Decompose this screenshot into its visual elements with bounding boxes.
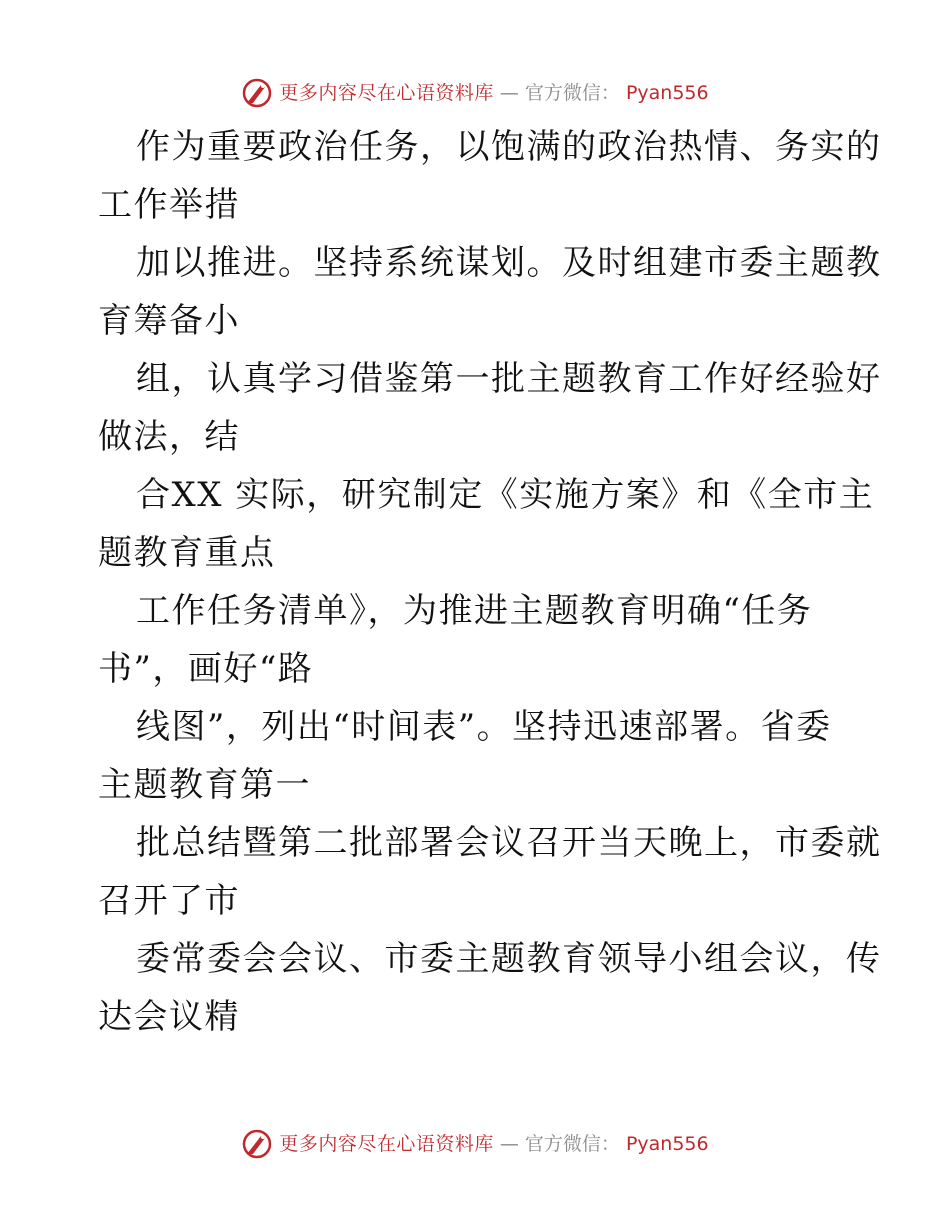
watermark-wechat-label: 官方微信： [524, 82, 620, 104]
watermark-site-text: 更多内容尽在心语资料库 [279, 82, 494, 104]
text-line: 做法，结 [98, 417, 240, 457]
text-line: 组，认真学习借鉴第一批主题教育工作好经验好 [136, 359, 882, 399]
text-line: 达会议精 [98, 997, 240, 1037]
text-line: 育筹备小 [98, 301, 240, 341]
text-line: 合XX 实际，研究制定《实施方案》和《全市主 [136, 475, 875, 515]
text-line: 题教育重点 [98, 533, 276, 573]
text-line: 主题教育第一 [98, 765, 311, 805]
quill-pen-logo-icon [241, 77, 273, 109]
text-line: 工作举措 [98, 185, 240, 225]
quill-pen-logo-icon [241, 1128, 273, 1160]
text-line: 批总结暨第二批部署会议召开当天晚上，市委就 [136, 823, 882, 863]
watermark-wechat-id: Pyan556 [625, 82, 709, 104]
text-line: 召开了市 [98, 881, 240, 921]
watermark-site-text: 更多内容尽在心语资料库 [279, 1133, 494, 1155]
text-line: 加以推进。坚持系统谋划。及时组建市委主题教 [136, 243, 882, 283]
watermark-dash: — [499, 82, 519, 104]
header-watermark [0, 77, 950, 109]
text-line: 委常委会会议、市委主题教育领导小组会议，传 [136, 939, 882, 979]
footer-watermark [0, 1128, 950, 1160]
watermark-wechat-label: 官方微信： [524, 1133, 620, 1155]
text-line: 线图”，列出“时间表”。坚持迅速部署。省委 [136, 707, 832, 747]
text-line: 作为重要政治任务，以饱满的政治热情、务实的 [136, 127, 882, 167]
document-body [98, 118, 882, 1046]
text-line: 工作任务清单》，为推进主题教育明确“任务 [136, 591, 813, 631]
watermark-wechat-id: Pyan556 [625, 1133, 709, 1155]
text-line: 书”，画好“路 [98, 649, 314, 689]
watermark-dash: — [499, 1133, 519, 1155]
